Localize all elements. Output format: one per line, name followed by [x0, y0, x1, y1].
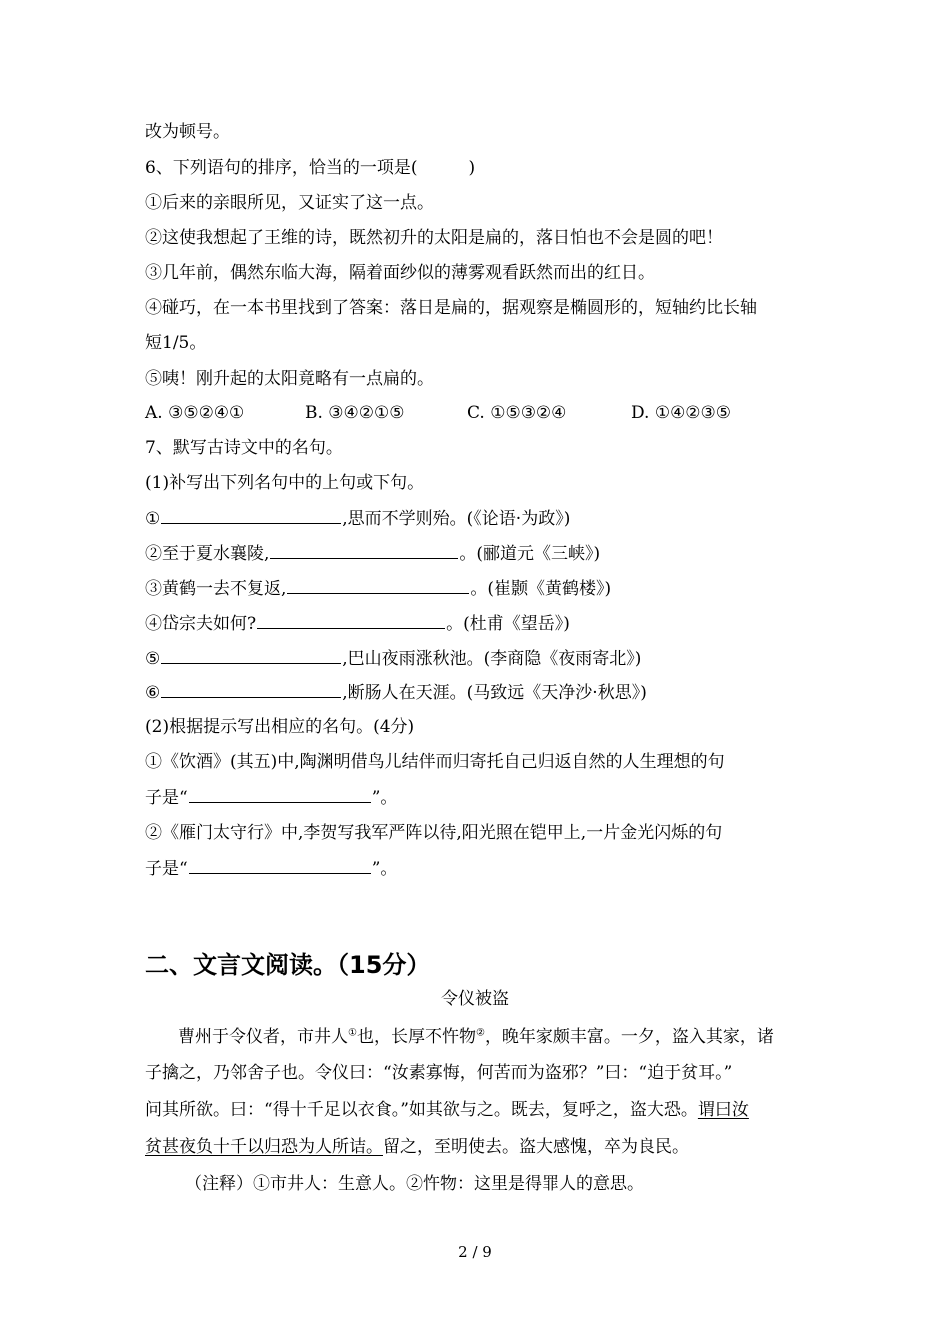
- question-6: 6、下列语句的排序，恰当的一项是( ): [145, 158, 476, 178]
- subquestion-2: (2)根据提示写出相应的名句。(4分): [145, 717, 415, 737]
- option-d: D. ①④②③⑤: [631, 403, 732, 423]
- option-a: A. ③⑤②④①: [145, 403, 245, 423]
- section-heading: 二、文言文阅读。（15分）: [145, 951, 431, 979]
- passage-notes: （注释）①市井人：生意人。②忤物：这里是得罪人的意思。: [185, 1174, 644, 1194]
- answer-blank: [189, 785, 371, 803]
- sentence-1: ①后来的亲眼所见，又证实了这一点。: [145, 193, 434, 213]
- answer-blank: [287, 576, 469, 594]
- passage-line: 子擒之，乃邻舍子也。令仪曰：“汝素寡悔，何苦而为盗邪？”曰：“迫于贫耳。”: [145, 1063, 733, 1083]
- hint-1: ①《饮酒》(其五)中,陶渊明借鸟儿结伴而归寄托自己归返自然的人生理想的句: [145, 752, 725, 772]
- sentence-4-cont: 短1/5。: [145, 333, 207, 353]
- passage-line: 贫甚夜负十千以归恐为人所诘。留之，至明使去。盗大感愧，卒为良民。: [145, 1137, 689, 1157]
- passage-line: 曹州于令仪者，市井人①也，长厚不忤物②，晚年家颇丰富。一夕，盗入其家，诸: [178, 1027, 774, 1047]
- sentence-5: ⑤咦！刚升起的太阳竟略有一点扁的。: [145, 369, 434, 389]
- option-b: B. ③④②①⑤: [305, 403, 405, 423]
- answer-blank: [189, 856, 371, 874]
- answer-options: [145, 401, 815, 425]
- question-7: 7、默写古诗文中的名句。: [145, 438, 343, 458]
- fill-item-4: ④岱宗夫如何? 。(杜甫《望岳》): [145, 611, 815, 636]
- underlined-sentence: 谓曰汝: [697, 1100, 749, 1120]
- hint-2: ②《雁门太守行》中,李贺写我军严阵以待,阳光照在铠甲上,一片金光闪烁的句: [145, 823, 723, 843]
- option-c: C. ①⑤③②④: [467, 403, 567, 423]
- hint-1-answer: 子是“ ”。: [145, 785, 815, 810]
- answer-blank: [270, 541, 458, 559]
- answer-blank: [161, 506, 341, 524]
- sentence-2: ②这使我想起了王维的诗，既然初升的太阳是扁的，落日怕也不会是圆的吧！: [145, 228, 723, 248]
- page-number: 2 / 9: [458, 1243, 492, 1261]
- fill-item-3: ③黄鹤一去不复返, 。(崔颢《黄鹤楼》): [145, 576, 815, 601]
- answer-blank: [161, 680, 341, 698]
- sentence-3: ③几年前，偶然东临大海，隔着面纱似的薄雾观看跃然而出的红日。: [145, 263, 655, 283]
- underlined-sentence: 贫甚夜负十千以归恐为人所诘。: [145, 1137, 383, 1157]
- fill-item-1: ① ,思而不学则殆。(《论语·为政》): [145, 506, 815, 531]
- fill-item-6: ⑥ ,断肠人在天涯。(马致远《天净沙·秋思》): [145, 680, 815, 705]
- answer-blank: [161, 646, 341, 664]
- passage-line: 问其所欲。曰：“得十千足以衣食。”如其欲与之。既去，复呼之，盗大恐。谓曰汝: [145, 1100, 749, 1120]
- answer-blank: [257, 611, 445, 629]
- sentence-4: ④碰巧，在一本书里找到了答案：落日是扁的，据观察是椭圆形的，短轴约比长轴: [145, 298, 757, 318]
- hint-2-answer: 子是“ ”。: [145, 856, 815, 881]
- subquestion-1: (1)补写出下列名句中的上句或下句。: [145, 473, 425, 493]
- passage-title: 令仪被盗: [441, 989, 509, 1009]
- text-line: 改为顿号。: [145, 122, 230, 142]
- fill-item-5: ⑤ ,巴山夜雨涨秋池。(李商隐《夜雨寄北》): [145, 646, 815, 671]
- fill-item-2: ②至于夏水襄陵, 。(郦道元《三峡》): [145, 541, 815, 566]
